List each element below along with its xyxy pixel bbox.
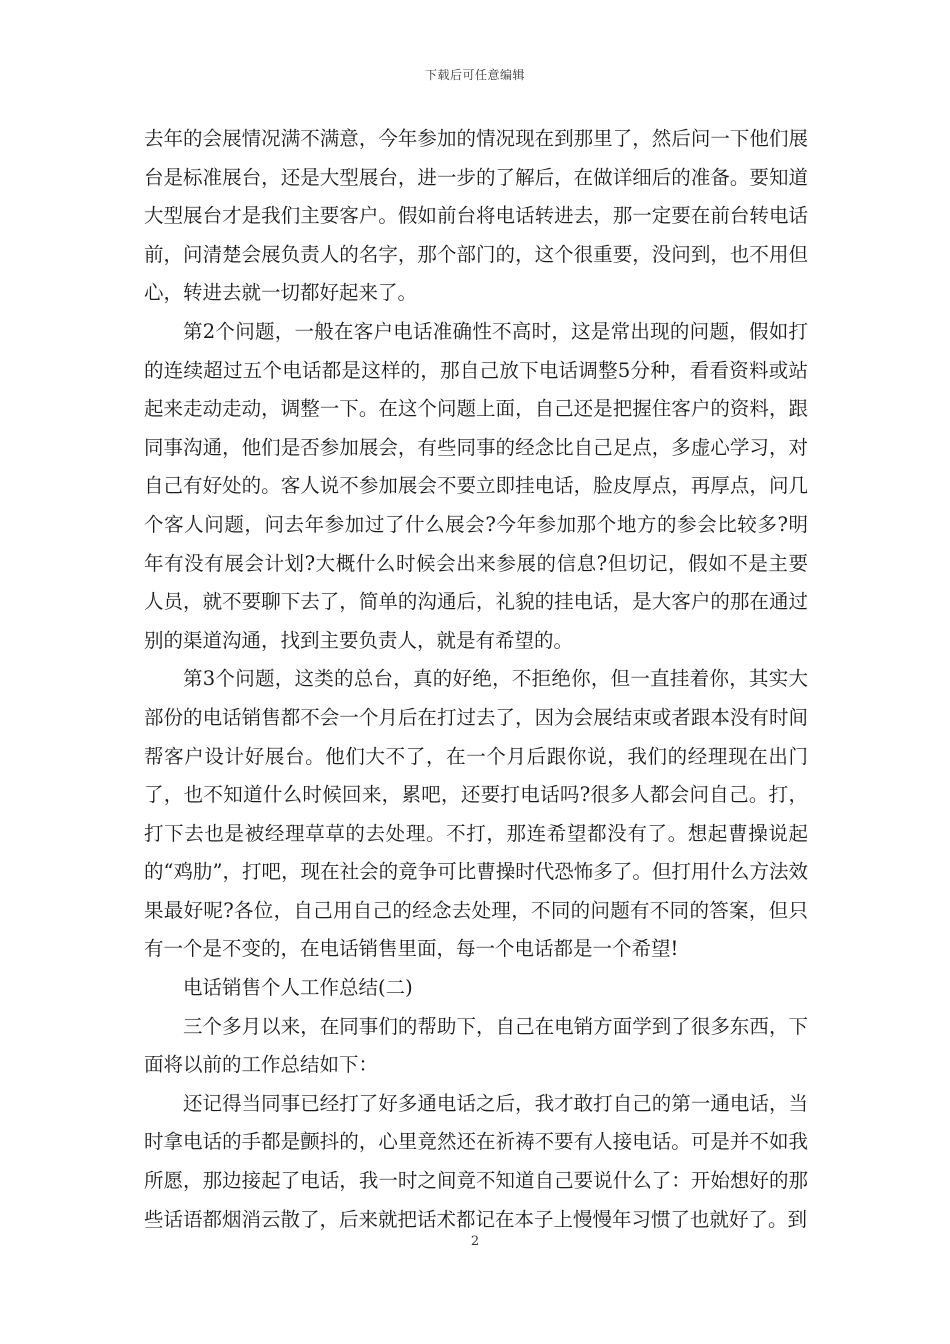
paragraph-intro: 三个多月以来，在同事们的帮助下，自己在电销方面学到了很多东西，下面将以前的工作总结如下： xyxy=(144,1014,808,1077)
page-number: 2 xyxy=(470,1234,480,1249)
paragraph-continuation: 去年的会展情况满不满意，今年参加的情况现在到那里了，然后问一下他们展台是标准展台，还是大型展台，进一步的了解后，在做详细后的准备。要知道大型展台才是我们主要客户。假如前台将电话转进去，那一定要在前台转电话前，问清楚会展负责人的名字，那个部门的，这个很重要，没问到，也不用但心，转进去就一切都好起来了。 xyxy=(144,127,808,305)
paragraph-first-call: 还记得当同事已经打了好多通电话之后，我才敢打自己的第一通电话，当时拿电话的手都是颤抖的，心里竟然还在祈祷不要有人接电话。可是并不如我所愿，那边接起了电话，我一时之间竟不知道自己要说什么了：开始想好的那些话语都烟消云散了，后来就把话术都记在本子上慢慢年习惯了也就好了。到 xyxy=(144,1091,808,1231)
paragraph-question-3: 第3个问题，这类的总台，真的好绝，不拒绝你，但一直挂着你，其实大部份的电话销售都不会一个月后在打过去了，因为会展结束或者跟本没有时间帮客户设计好展台。他们大不了，在一个月后跟你说，我们的经理现在出门了，也不知道什么时候回来，累吧，还要打电话吗?很多人都会问自己。打，打下去也是被经理草草的去处理。不打，那连希望都没有了。想起曹操说起的“鸡肋”，打吧，现在社会的竟争可比曹操时代恐怖多了。但打用什么方法效果最好呢?各位，自己用自己的经念去处理，不同的问题有不同的答案，但只有一个是不变的，在电话销售里面，每一个电话都是一个希望! xyxy=(144,667,808,961)
paragraph-question-2: 第2个问题，一般在客户电话准确性不高时，这是常出现的问题，假如打的连续超过五个电话都是这样的，那自己放下电话调整5分种，看看资料或站起来走动走动，调整一下。在这个问题上面，自己还是把握住客户的资料，跟同事沟通，他们是否参加展会，有些同事的经念比自己足点，多虚心学习，对自己有好处的。客人说不参加展会不要立即挂电话，脸皮厚点，再厚点，问几个客人问题，问去年参加过了什么展会?今年参加那个地方的参会比较多?明年有没有展会计划?大概什么时候会出来参展的信息?但切记，假如不是主要人员，就不要聊下去了，简单的沟通后，礼貌的挂电话，是大客户的那在通过别的渠道沟通，找到主要负责人，就是有希望的。 xyxy=(144,319,808,652)
page-header: 下载后可任意编辑 xyxy=(424,68,525,82)
document-body xyxy=(144,120,808,1239)
section-heading: 电话销售个人工作总结(二) xyxy=(183,976,413,1000)
